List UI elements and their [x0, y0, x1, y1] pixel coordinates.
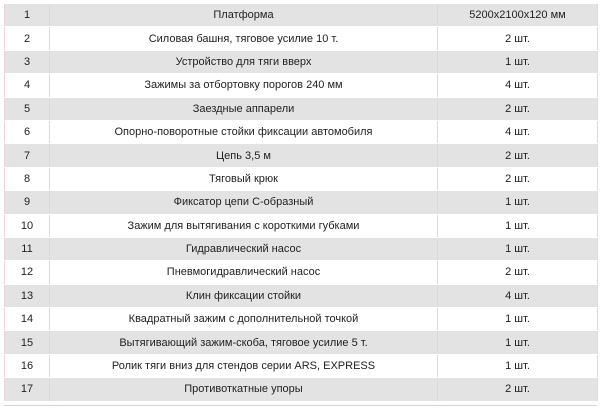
table-row: [5, 4, 598, 27]
row-number-cell: 4: [5, 74, 50, 97]
item-name-cell: Устройство для тяги вверх: [50, 50, 438, 73]
table-row: [5, 214, 598, 237]
item-name-cell: Зажимы за отбортовку порогов 240 мм: [50, 74, 438, 97]
quantity-cell: 2 шт.: [438, 261, 598, 284]
row-number-cell: 7: [5, 144, 50, 167]
item-name-cell: Силовая башня, тяговое усилие 10 т.: [50, 27, 438, 50]
table-row: [5, 284, 598, 307]
row-number-cell: 11: [5, 237, 50, 260]
item-name-cell: Клин фиксации стойки: [50, 284, 438, 307]
quantity-cell: 2 шт.: [438, 167, 598, 190]
quantity-cell: 2 шт.: [438, 378, 598, 401]
row-number-cell: 16: [5, 354, 50, 377]
quantity-cell: 1 шт.: [438, 331, 598, 354]
row-number-cell: 5: [5, 97, 50, 120]
table-row: [5, 144, 598, 167]
quantity-cell: 1 шт.: [438, 308, 598, 331]
equipment-table: [4, 4, 598, 402]
table-row: [5, 27, 598, 50]
table-row: [5, 191, 598, 214]
item-name-cell: Опорно-поворотные стойки фиксации автомобиля: [50, 120, 438, 143]
row-number-cell: 6: [5, 120, 50, 143]
item-name-cell: Фиксатор цепи С-образный: [50, 191, 438, 214]
row-number-cell: 3: [5, 50, 50, 73]
item-name-cell: Пневмогидравлический насос: [50, 261, 438, 284]
table-row: [5, 74, 598, 97]
item-name-cell: Заездные аппарели: [50, 97, 438, 120]
table-row: [5, 354, 598, 377]
quantity-cell: 1 шт.: [438, 214, 598, 237]
quantity-cell: 2 шт.: [438, 144, 598, 167]
table-row: [5, 261, 598, 284]
quantity-cell: 1 шт.: [438, 50, 598, 73]
quantity-cell: 5200x2100x120 мм: [438, 4, 598, 27]
row-number-cell: 1: [5, 4, 50, 27]
table-row: [5, 97, 598, 120]
table-row: [5, 237, 598, 260]
table-row: [5, 378, 598, 401]
item-name-cell: Зажим для вытягивания с короткими губками: [50, 214, 438, 237]
quantity-cell: 4 шт.: [438, 120, 598, 143]
row-number-cell: 8: [5, 167, 50, 190]
item-name-cell: Ролик тяги вниз для стендов серии ARS, EXPRESS: [50, 354, 438, 377]
table-bottom-rule: [4, 405, 597, 406]
row-number-cell: 14: [5, 308, 50, 331]
quantity-cell: 2 шт.: [438, 97, 598, 120]
item-name-cell: Цепь 3,5 м: [50, 144, 438, 167]
row-number-cell: 12: [5, 261, 50, 284]
table-row: [5, 50, 598, 73]
table-row: [5, 308, 598, 331]
row-number-cell: 17: [5, 378, 50, 401]
row-number-cell: 9: [5, 191, 50, 214]
row-number-cell: 15: [5, 331, 50, 354]
item-name-cell: Платформа: [50, 4, 438, 27]
quantity-cell: 1 шт.: [438, 237, 598, 260]
quantity-cell: 1 шт.: [438, 354, 598, 377]
quantity-cell: 4 шт.: [438, 74, 598, 97]
item-name-cell: Вытягивающий зажим-скоба, тяговое усилие 5 т.: [50, 331, 438, 354]
equipment-table-body: [5, 4, 598, 401]
row-number-cell: 13: [5, 284, 50, 307]
item-name-cell: Квадратный зажим с дополнительной точкой: [50, 308, 438, 331]
row-number-cell: 10: [5, 214, 50, 237]
quantity-cell: 1 шт.: [438, 191, 598, 214]
quantity-cell: 2 шт.: [438, 27, 598, 50]
item-name-cell: Тяговый крюк: [50, 167, 438, 190]
table-row: [5, 120, 598, 143]
quantity-cell: 4 шт.: [438, 284, 598, 307]
table-row: [5, 167, 598, 190]
item-name-cell: Гидравлический насос: [50, 237, 438, 260]
table-row: [5, 331, 598, 354]
row-number-cell: 2: [5, 27, 50, 50]
item-name-cell: Противоткатные упоры: [50, 378, 438, 401]
